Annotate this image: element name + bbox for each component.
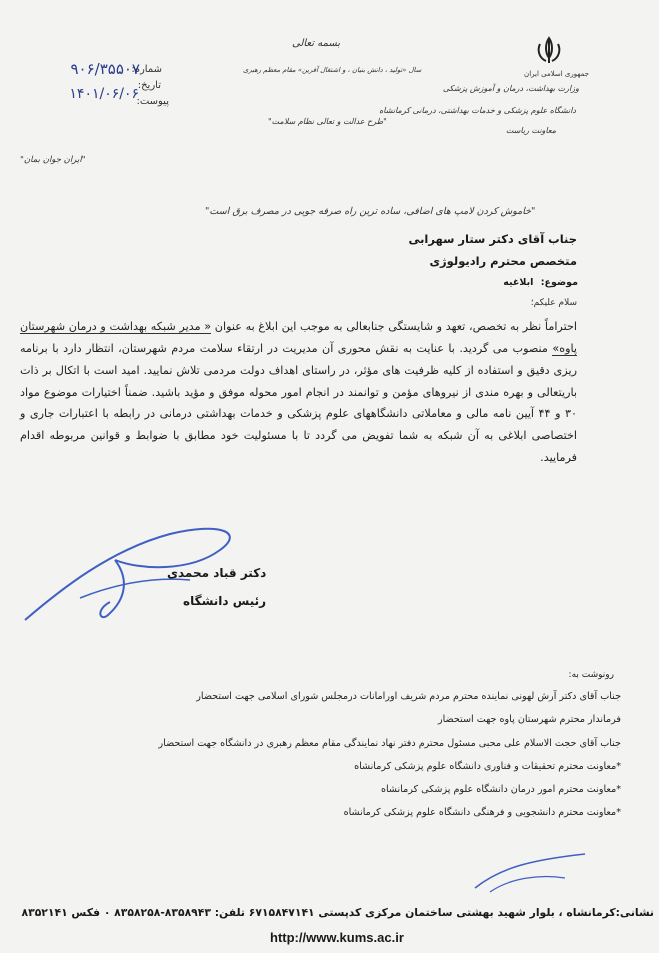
energy-slogan: "خاموش کردن لامپ های اضافی، ساده ترین راه صرفه جویی در مصرف برق است" (205, 206, 536, 217)
attachment-label: پیوست: (136, 96, 169, 107)
signatory-name: دکتر قباد محمدی (167, 566, 267, 580)
cc-item: *معاونت محترم امور درمان دانشگاه علوم پزشکی کرمانشاه (380, 784, 621, 795)
cc-item: جناب آقای حجت الاسلام علی محبی مسئول محترم دفتر نهاد نمایندگی مقام معظم رهبری در دانشگاه جهت استحضار (158, 738, 621, 749)
subject-label: موضوع: (540, 277, 578, 288)
subject-value: ابلاغیه (503, 277, 534, 288)
emblem-line-2: وزارت بهداشت، درمان و آموزش پزشکی (442, 84, 579, 93)
body-paragraph (20, 316, 577, 469)
cc-heading: رونوشت به: (568, 670, 614, 680)
basmala: بسمه تعالی (292, 38, 341, 49)
number-value: ۹۰۶/۳۵۵۰۷ (70, 60, 140, 78)
cc-item: جناب آقای دکتر آرش لهونی نماینده محترم مردم شریف اورامانات درمجلس شورای اسلامی جهت استحضار (196, 691, 621, 702)
number-label: شماره: (131, 64, 162, 75)
recipient-title: متخصص محترم رادیولوژی (429, 254, 577, 268)
iran-emblem-icon (535, 36, 563, 66)
iran-slogan: "ایران جوان بمان" (20, 155, 86, 165)
body-part-1: احتراماً نظر به تخصص، تعهد و شایستگی جنابعالی به موجب این ابلاغ به عنوان (214, 320, 577, 333)
footer-address: نشانی:کرمانشاه ، بلوار شهید بهشتی ساختمان مرکزی کدپستی ۶۷۱۵۸۴۷۱۴۱ تلفن: ۸۳۵۸۹۴۳-۸۳۵۸۲۵۸ ۰ فکس ۸۳۵۲۱۴۱ (21, 906, 654, 919)
body-highlight: « مدیر شبکه بهداشت و درمان شهرستان پاوه» (20, 320, 577, 355)
date-label: تاریخ: (137, 80, 161, 91)
recipient-name: جناب آقای دکتر ستار سهرابی (408, 232, 577, 246)
cc-item: *معاونت محترم دانشجویی و فرهنگی دانشگاه علوم پزشکی کرمانشاه (343, 807, 621, 818)
greeting: سلام علیکم؛ (530, 298, 577, 308)
body-part-2: منصوب می گردید. با عنایت به نقش محوری آن مدیریت در ارتقاء سلامت مردم شهرستان، انتظار دارد با برنامه ریزی دقیق و استفاده از کلیه ظرفیت های مؤثر، در راستای اهداف دولت مردمی تلاش نمایید. امید است با اتکال بر ذات باریتعالی و بهره مندی از نیروهای مؤمن و توانمند در انجام امور محوله موفق و مؤید باشید. ضمناً اختیارات موضوع مواد ۳۰ و ۴۴ آیین نامه مالی و معاملاتی دانشگاههای علوم پزشکی و خدمات بهداشتی درمانی در رابطه با اعتبارات جاری و اختصاصی ابلاغی به آن شبکه به شما تفویض می گردد تا با مسئولیت خود مطابق با ضوابط و قوانین مربوطه اقدام فرمایید. (20, 341, 578, 465)
cc-item: فرماندار محترم شهرستان پاوه جهت استحضار (437, 714, 621, 725)
emblem-line-4: معاونت ریاست (505, 126, 556, 135)
footer-url[interactable]: http://www.kums.ac.ir (270, 930, 404, 945)
date-value: ۱۴۰۱/۰۶/۰۶ (69, 86, 139, 102)
signatory-title: رئیس دانشگاه (183, 594, 267, 608)
cc-item: *معاونت محترم تحقیقات و فناوری دانشگاه علوم پزشکی کرمانشاه (354, 761, 621, 772)
plan-slogan: "طرح عدالت و تعالی نظام سلامت" (268, 117, 387, 126)
paraph-scribble (470, 848, 590, 898)
emblem-line-1: جمهوری اسلامی ایران (524, 70, 589, 78)
emblem-line-3: دانشگاه علوم پزشکی و خدمات بهداشتی، درمانی کرمانشاه (379, 106, 576, 115)
year-slogan: سال «تولید ، دانش بنیان ، و اشتغال آفرین» مقام معظم رهبری (243, 66, 422, 74)
subject-row (503, 277, 578, 288)
